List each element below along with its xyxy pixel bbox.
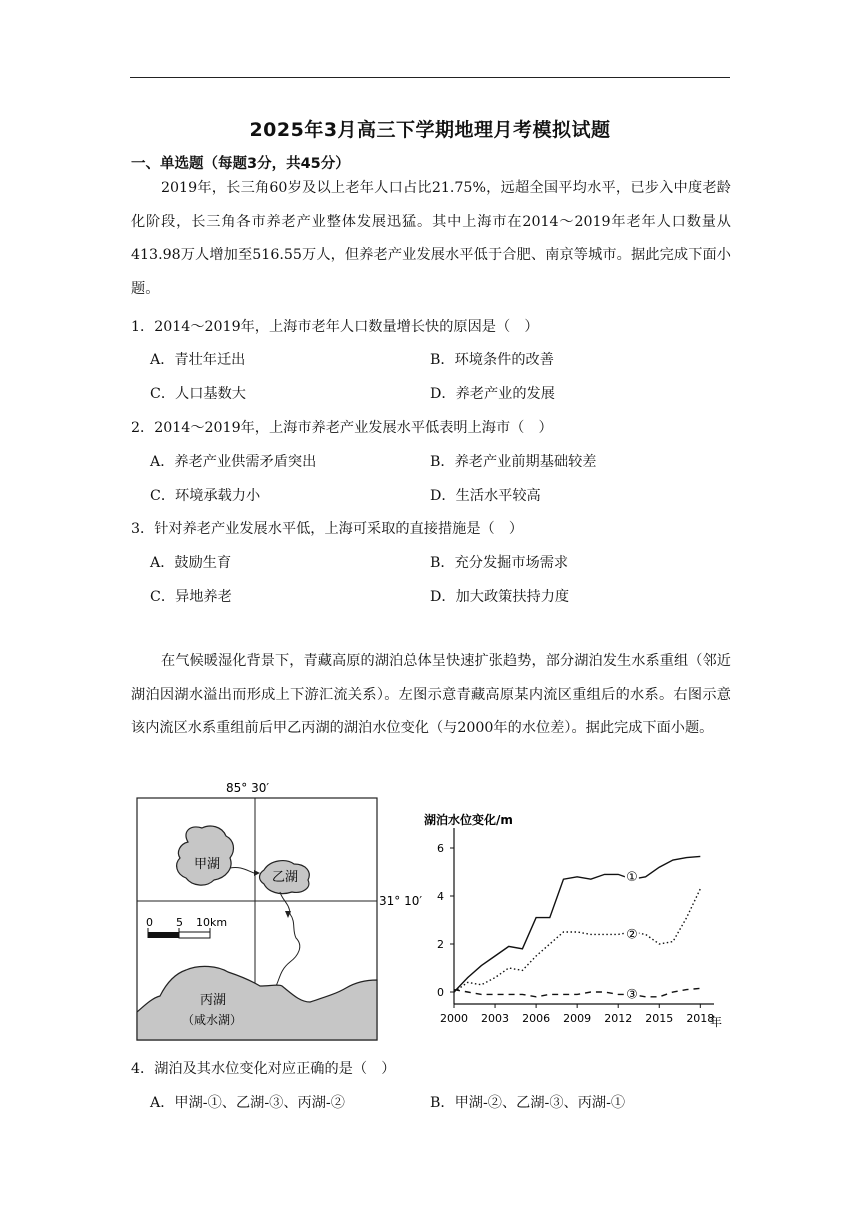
scale-label-10: 10km xyxy=(196,916,228,929)
chart-axes xyxy=(437,828,714,1025)
drainage-map xyxy=(130,780,423,1045)
scale-label-0: 0 xyxy=(146,916,153,929)
chart-series-label-1: ① xyxy=(626,869,638,885)
passage-1 xyxy=(131,172,731,306)
question-1-option-c[interactable]: C．人口基数大 xyxy=(150,386,246,402)
chart-x-tick-label: 2015 xyxy=(645,1012,674,1025)
chart-series-line-2 xyxy=(454,889,700,992)
chart-y-tick-label: 4 xyxy=(437,890,444,903)
question-3-option-a[interactable]: A．鼓励生育 xyxy=(150,555,232,571)
question-2-stem: 2．2014～2019年，上海市养老产业发展水平低表明上海市（ ） xyxy=(131,420,553,436)
chart-x-tick-label: 2012 xyxy=(604,1012,633,1025)
chart-x-tick-label: 2018 xyxy=(686,1012,715,1025)
chart-x-tick-label: 2000 xyxy=(440,1012,468,1025)
chart-y-tick-label: 2 xyxy=(437,938,444,951)
question-3-option-b[interactable]: B．充分发掘市场需求 xyxy=(430,555,569,571)
question-1-option-a[interactable]: A．青壮年迁出 xyxy=(150,352,246,368)
question-2-option-a[interactable]: A．养老产业供需矛盾突出 xyxy=(150,454,317,470)
map-longitude-label: 85° 30′ xyxy=(226,781,270,795)
question-3-option-c[interactable]: C．异地养老 xyxy=(150,589,232,605)
lake-yi-label: 乙湖 xyxy=(272,870,299,885)
question-2-option-b[interactable]: B．养老产业前期基础较差 xyxy=(430,454,597,470)
chart-x-tick-label: 2009 xyxy=(563,1012,592,1025)
passage-1-text: 2019年，长三角60岁及以上老年人口占比21.75%，远超全国平均水平，已步入中度老龄化阶段，长三角各市养老产业整体发展迅猛。其中上海市在2014～2019年老年人口数量从413.98万人增加至516.55万人，但养老产业发展水平低于合肥、南京等城市。据此完成下面小题。 xyxy=(131,180,731,297)
question-4-option-b[interactable]: B．甲湖-②、乙湖-③、丙湖-① xyxy=(430,1095,626,1111)
map-latitude-label: 31° 10′ xyxy=(379,894,423,908)
chart-x-tick-label: 2006 xyxy=(522,1012,551,1025)
header-rule xyxy=(130,77,730,78)
lake-bing-note: （咸水湖） xyxy=(182,1013,243,1027)
chart-y-tick-label: 6 xyxy=(437,842,444,855)
question-1-option-d[interactable]: D．养老产业的发展 xyxy=(430,386,555,402)
question-3-option-d[interactable]: D．加大政策扶持力度 xyxy=(430,589,570,605)
section-heading: 一、单选题（每题3分，共45分） xyxy=(131,156,350,172)
lake-jia-label: 甲湖 xyxy=(194,857,221,872)
chart-y-tick-label: 0 xyxy=(437,986,444,999)
scale-label-5: 5 xyxy=(176,916,183,929)
question-1-stem: 1．2014～2019年，上海市老年人口数量增长快的原因是（ ） xyxy=(131,319,539,335)
chart-x-unit: 年 xyxy=(710,1015,723,1029)
passage-2 xyxy=(131,645,731,746)
question-4-option-a[interactable]: A．甲湖-①、乙湖-③、丙湖-② xyxy=(150,1095,345,1111)
question-4-stem: 4．湖泊及其水位变化对应正确的是（ ） xyxy=(131,1061,396,1077)
chart-series-line-1 xyxy=(454,856,700,992)
question-1-option-b[interactable]: B．环境条件的改善 xyxy=(430,352,554,368)
water-level-chart xyxy=(418,800,738,1040)
chart-lines xyxy=(454,856,700,1002)
chart-y-label: 湖泊水位变化/m xyxy=(424,813,513,827)
chart-series-label-3: ③ xyxy=(626,987,638,1003)
chart-x-tick-label: 2003 xyxy=(481,1012,510,1025)
lake-bing-label: 丙湖 xyxy=(200,993,227,1008)
passage-2-text: 在气候暖湿化背景下，青藏高原的湖泊总体呈快速扩张趋势，部分湖泊发生水系重组（邻近湖泊因湖水溢出而形成上下游汇流关系）。左图示意青藏高原某内流区重组后的水系。右图示意该内流区水系重组前后甲乙丙湖的湖泊水位变化（与2000年的水位差）。据此完成下面小题。 xyxy=(131,653,731,736)
chart-series-line-3 xyxy=(454,988,700,996)
question-2-option-d[interactable]: D．生活水平较高 xyxy=(430,488,541,504)
question-3-stem: 3．针对养老产业发展水平低，上海可采取的直接措施是（ ） xyxy=(131,521,524,537)
scale-bar-left xyxy=(148,932,179,938)
exam-title: 2025年3月高三下学期地理月考模拟试题 xyxy=(249,119,611,141)
chart-series-label-2: ② xyxy=(626,927,638,943)
question-2-option-c[interactable]: C．环境承载力小 xyxy=(150,488,261,504)
scale-bar-right xyxy=(179,932,210,938)
